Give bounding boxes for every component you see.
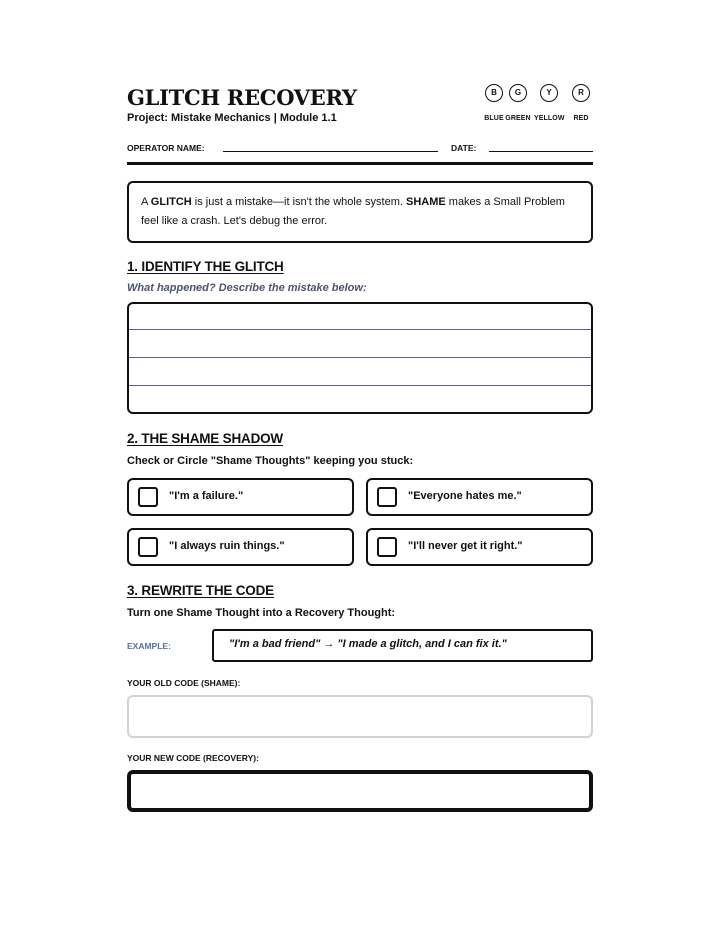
operator-row — [127, 142, 593, 156]
checkbox[interactable] — [138, 487, 158, 507]
zone-yellow-label: YELLOW — [534, 115, 565, 122]
operator-name-label: OPERATOR NAME: — [127, 143, 205, 153]
example-box: "I'm a bad friend" → "I made a glitch, and I can fix it." — [212, 629, 593, 662]
example-label: EXAMPLE: — [127, 641, 171, 651]
shame-thought-label: "Everyone hates me." — [408, 490, 522, 502]
intro-glitch-bold: GLITCH — [150, 196, 192, 208]
date-field[interactable] — [489, 151, 593, 152]
header-divider — [127, 162, 593, 165]
intro-text-1: A — [141, 196, 151, 208]
intro-text-2: is just a mistake—it isn't the whole system. — [191, 196, 406, 208]
zone-blue-label: BLUE — [484, 115, 504, 122]
section2-heading: 2. THE SHAME SHADOW — [127, 431, 283, 446]
zone-red-label: RED — [573, 115, 589, 122]
page-subtitle: Project: Mistake Mechanics | Module 1.1 — [127, 112, 337, 124]
shame-thought-option[interactable] — [366, 528, 593, 566]
zone-green[interactable] — [503, 84, 533, 122]
shame-thought-label: "I'll never get it right." — [408, 540, 523, 552]
date-label: DATE: — [451, 143, 477, 153]
shame-thought-option[interactable] — [127, 478, 354, 516]
intro-text-3: makes a Small Problem feel like a crash. Let's debug the error. — [141, 196, 565, 227]
section3-instruction-text: Turn one Shame Thought into a — [127, 607, 295, 619]
section2-instruction: Check or Circle "Shame Thoughts" keeping you stuck: — [127, 455, 414, 467]
writing-line — [129, 357, 591, 358]
writing-line — [129, 329, 591, 330]
zone-selector — [479, 84, 593, 128]
zone-yellow-circle: Y — [540, 84, 558, 102]
new-code-label: YOUR NEW CODE (RECOVERY): — [127, 753, 259, 763]
checkbox[interactable] — [377, 537, 397, 557]
shame-thought-option[interactable] — [127, 528, 354, 566]
zone-red[interactable] — [566, 84, 596, 122]
zone-red-circle: R — [572, 84, 590, 102]
section3-instruction-colon: : — [391, 607, 396, 619]
page-title: GLITCH RECOVERY — [127, 85, 357, 110]
section1-heading: 1. IDENTIFY THE GLITCH — [127, 259, 284, 274]
checkbox[interactable] — [377, 487, 397, 507]
zone-yellow[interactable] — [534, 84, 564, 122]
intro-shame-bold: SHAME — [405, 196, 446, 208]
section3-heading: 3. REWRITE THE CODE — [127, 583, 274, 598]
old-code-label: YOUR OLD CODE (SHAME): — [127, 678, 241, 688]
shame-thought-option[interactable] — [366, 478, 593, 516]
glitch-description-area[interactable] — [127, 302, 593, 414]
zone-green-label: GREEN — [505, 115, 531, 122]
writing-line — [129, 385, 591, 386]
zone-blue-circle: B — [485, 84, 503, 102]
intro-box — [127, 181, 593, 243]
section3-instruction — [127, 607, 395, 619]
operator-name-field[interactable] — [223, 151, 438, 152]
old-code-field[interactable] — [127, 695, 593, 738]
recovery-thought-bold: Recovery Thought — [294, 607, 392, 619]
checkbox[interactable] — [138, 537, 158, 557]
new-code-field[interactable] — [127, 770, 593, 812]
shame-thought-label: "I always ruin things." — [169, 540, 285, 552]
section1-prompt: What happened? Describe the mistake below: — [127, 282, 367, 294]
shame-thought-label: "I'm a failure." — [169, 490, 244, 502]
zone-green-circle: G — [509, 84, 527, 102]
